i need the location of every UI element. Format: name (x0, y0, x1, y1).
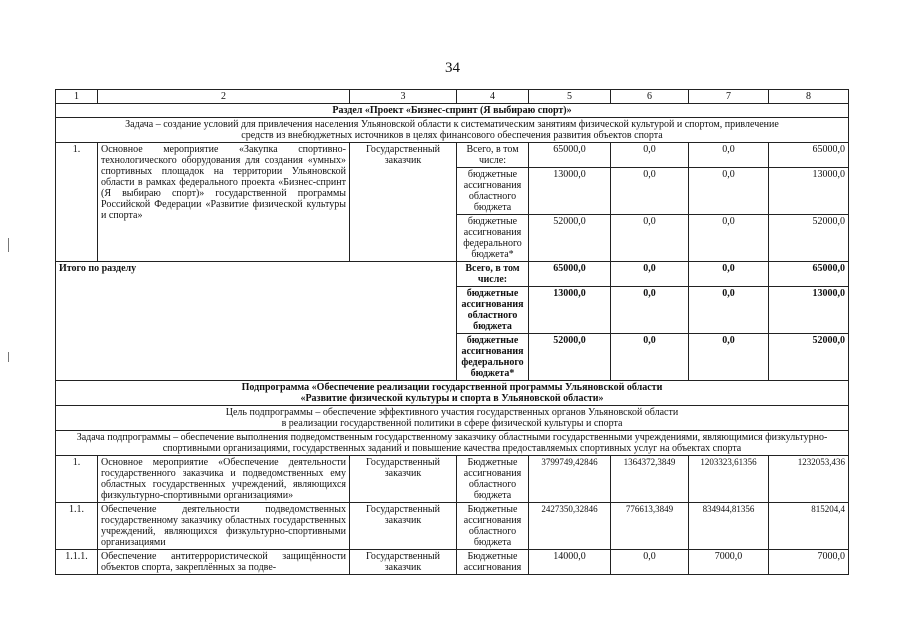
funding-source: бюджетные ассигнования федерального бюджета* (457, 334, 529, 381)
executor: Государственный заказчик (350, 503, 457, 550)
executor: Государственный заказчик (350, 143, 457, 262)
amount-year-1: 0,0 (611, 262, 689, 287)
subprogram-task: Задача подпрограммы – обеспечение выполнения подведомственным государственному заказчику областными государственными учреждениями, являющимися физкультурно-спортивными организациями, государственных заданий и повышение качества предоставляемых спортивных услуг на объектах спорта (56, 431, 849, 456)
amount-year-2: 1203323,61356 (689, 456, 769, 503)
subprogram-title-row (56, 381, 849, 406)
amount-year-2: 0,0 (689, 334, 769, 381)
subprogram-goal-line: Цель подпрограммы – обеспечение эффективного участия государственных органов Ульяновской области (225, 407, 679, 418)
scan-mark (8, 352, 9, 362)
subprogram-title-line: «Развитие физической культуры и спорта в Ульяновской области» (300, 393, 604, 404)
funding-source: Всего, в том числе: (457, 143, 529, 168)
col-header: 8 (769, 90, 849, 104)
amount-year-3: 52000,0 (769, 215, 849, 262)
subprogram-goal-row (56, 406, 849, 431)
table-row (56, 456, 849, 503)
amount-total: 2427350,32846 (529, 503, 611, 550)
amount-year-1: 0,0 (611, 334, 689, 381)
amount-year-2: 0,0 (689, 262, 769, 287)
amount-year-2: 0,0 (689, 143, 769, 168)
section-title: Раздел «Проект «Бизнес-спринт (Я выбираю спорт)» (56, 104, 849, 118)
amount-total: 13000,0 (529, 168, 611, 215)
amount-total: 3799749,42846 (529, 456, 611, 503)
subprogram-title (56, 381, 849, 406)
funding-source: бюджетные ассигнования федерального бюджета* (457, 215, 529, 262)
total-row (56, 262, 849, 287)
funding-source: Всего, в том числе: (457, 262, 529, 287)
subprogram-goal (56, 406, 849, 431)
amount-year-1: 0,0 (611, 143, 689, 168)
amount-total: 52000,0 (529, 334, 611, 381)
amount-year-2: 0,0 (689, 215, 769, 262)
row-number: 1. (56, 456, 98, 503)
funding-table (55, 89, 849, 575)
measure-name: Обеспечение деятельности подведомственных государственному заказчику областных государственных учреждений, являющихся физкультурно-спортивными организациями (98, 503, 350, 550)
table-row (56, 550, 849, 575)
column-number-row (56, 90, 849, 104)
section-task: Задача – создание условий для привлечения населения Ульяновской области к систематическим занятиям физической культурой и спортом, привлечение средств из внебюджетных источников в целях финансового обеспечения развития объектов спорта (56, 118, 849, 143)
amount-year-3: 65000,0 (769, 143, 849, 168)
measure-name: Основное мероприятие «Закупка спортивно-технологического оборудования для создания «умных» спортивных площадок на территории Ульяновской области в рамках федерального проекта «Бизнес-спринт (Я выбираю спорт)» государственной программы Российской Федерации «Развитие физической культуры и спорта» (98, 143, 350, 262)
col-header: 3 (350, 90, 457, 104)
page-number: 34 (445, 60, 460, 76)
amount-total: 65000,0 (529, 143, 611, 168)
amount-year-2: 7000,0 (689, 550, 769, 575)
subprogram-title-line: Подпрограмма «Обеспечение реализации государственной программы Ульяновской области (241, 382, 663, 393)
measure-name: Обеспечение антитеррористической защищённости объектов спорта, закреплённых за подве- (98, 550, 350, 575)
section-title-row (56, 104, 849, 118)
amount-year-1: 0,0 (611, 215, 689, 262)
row-number: 1.1. (56, 503, 98, 550)
row-number: 1. (56, 143, 98, 262)
amount-total: 14000,0 (529, 550, 611, 575)
measure-name: Основное мероприятие «Обеспечение деятельности государственного заказчика и подведомственных ему областных государственных учреждений, являющихся физкультурно-спортивными организациями» (98, 456, 350, 503)
col-header: 2 (98, 90, 350, 104)
row-number: 1.1.1. (56, 550, 98, 575)
amount-year-3: 815204,4 (769, 503, 849, 550)
funding-source: Бюджетные ассигнования областного бюджета (457, 456, 529, 503)
section-task-row (56, 118, 849, 143)
total-label: Итого по разделу (56, 262, 457, 381)
amount-year-1: 1364372,3849 (611, 456, 689, 503)
amount-year-2: 0,0 (689, 168, 769, 215)
amount-year-3: 65000,0 (769, 262, 849, 287)
amount-year-1: 0,0 (611, 287, 689, 334)
amount-year-3: 7000,0 (769, 550, 849, 575)
executor: Государственный заказчик (350, 456, 457, 503)
amount-total: 65000,0 (529, 262, 611, 287)
col-header: 5 (529, 90, 611, 104)
col-header: 7 (689, 90, 769, 104)
amount-year-3: 1232053,436 (769, 456, 849, 503)
col-header: 6 (611, 90, 689, 104)
amount-year-1: 0,0 (611, 168, 689, 215)
amount-year-3: 13000,0 (769, 168, 849, 215)
funding-source: Бюджетные ассигнования (457, 550, 529, 575)
funding-source: бюджетные ассигнования областного бюджета (457, 168, 529, 215)
scan-mark (8, 238, 9, 252)
amount-total: 13000,0 (529, 287, 611, 334)
executor: Государственный заказчик (350, 550, 457, 575)
amount-year-2: 834944,81356 (689, 503, 769, 550)
table-row (56, 143, 849, 168)
amount-year-1: 0,0 (611, 550, 689, 575)
amount-year-2: 0,0 (689, 287, 769, 334)
amount-total: 52000,0 (529, 215, 611, 262)
col-header: 4 (457, 90, 529, 104)
funding-source: Бюджетные ассигнования областного бюджета (457, 503, 529, 550)
subprogram-goal-line: в реализации государственной политики в сфере физической культуры и спорта (281, 418, 623, 429)
amount-year-3: 13000,0 (769, 287, 849, 334)
col-header: 1 (56, 90, 98, 104)
subprogram-task-row (56, 431, 849, 456)
amount-year-1: 776613,3849 (611, 503, 689, 550)
funding-source: бюджетные ассигнования областного бюджета (457, 287, 529, 334)
amount-year-3: 52000,0 (769, 334, 849, 381)
table-row (56, 503, 849, 550)
